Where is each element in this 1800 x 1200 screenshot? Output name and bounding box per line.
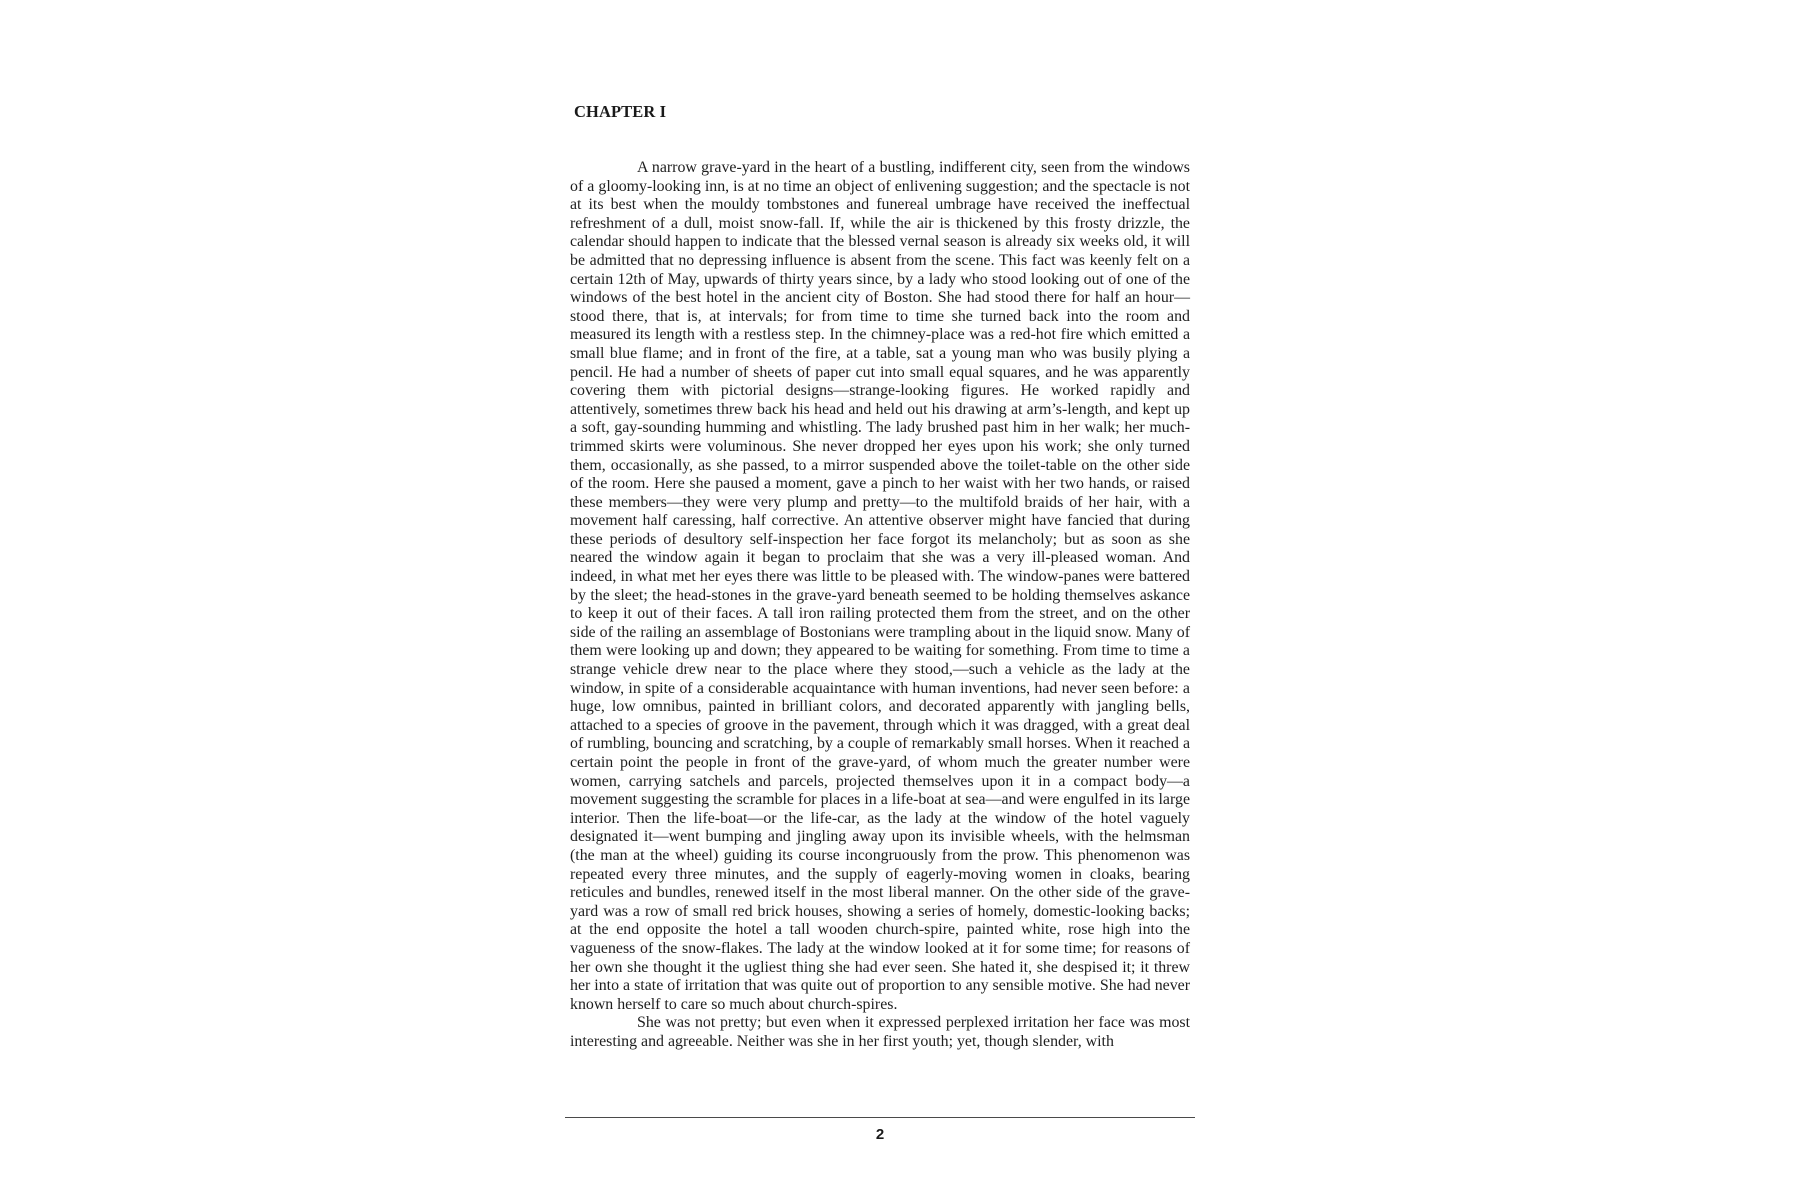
paragraph-2: She was not pretty; but even when it expressed perplexed irritation her face was most interesting and agreeable. Neither was she in her first youth; yet, though slender, with <box>570 1014 1190 1050</box>
chapter-heading: CHAPTER I <box>574 102 667 121</box>
page-number: 2 <box>875 1126 885 1143</box>
footer-divider <box>565 1117 1195 1118</box>
document-page <box>560 96 1200 1146</box>
paragraph-1: A narrow grave-yard in the heart of a bustling, indifferent city, seen from the windows of a gloomy-looking inn, is at no time an object of enlivening suggestion; and the spectacle is not at its best when the mouldy tombstones and funereal umbrage have received the ineffectual refreshment of a dull, moist snow-fall. If, while the air is thickened by this frosty drizzle, the calendar should happen to indicate that the blessed vernal season is already six weeks old, it will be admitted that no depressing influence is absent from the scene. This fact was keenly felt on a certain 12th of May, upwards of thirty years since, by a lady who stood looking out of one of the windows of the best hotel in the ancient city of Boston. She had stood there for half an hour—stood there, that is, at intervals; for from time to time she turned back into the room and measured its length with a restless step. In the chimney-place was a red-hot fire which emitted a small blue flame; and in front of the fire, at a table, sat a young man who was busily plying a pencil. He had a number of sheets of paper cut into small equal squares, and he was apparently covering them with pictorial designs—strange-looking figures. He worked rapidly and attentively, sometimes threw back his head and held out his drawing at arm’s-length, and kept up a soft, gay-sounding humming and whistling. The lady brushed past him in her walk; her much-trimmed skirts were voluminous. She never dropped her eyes upon his work; she only turned them, occasionally, as she passed, to a mirror suspended above the toilet-table on the other side of the room. Here she paused a moment, gave a pinch to her waist with her two hands, or raised these members—they were very plump and pretty—to the multifold braids of her hair, with a movement half caressing, half corrective. An attentive observer might have fancied that during these periods of desultory self-inspection her face forgot its melancholy; but as soon as she neared the window again it began to proclaim that she was a very ill-pleased woman. And indeed, in what met her eyes there was little to be pleased with. The window-panes were battered by the sleet; the head-stones in the grave-yard beneath seemed to be holding themselves askance to keep it out of their faces. A tall iron railing protected them from the street, and on the other side of the railing an assemblage of Bostonians were trampling about in the liquid snow. Many of them were looking up and down; they appeared to be waiting for something. From time to time a strange vehicle drew near to the place where they stood,—such a vehicle as the lady at the window, in spite of a considerable acquaintance with human inventions, had never seen before: a huge, low omnibus, painted in brilliant colors, and decorated apparently with jangling bells, attached to a species of groove in the pavement, through which it was dragged, with a great deal of rumbling, bouncing and scratching, by a couple of remarkably small horses. When it reached a certain point the people in front of the grave-yard, of whom much the greater number were women, carrying satchels and parcels, projected themselves upon it in a compact body—a movement suggesting the scramble for places in a life-boat at sea—and were engulfed in its large interior. Then the life-boat—or the life-car, as the lady at the window of the hotel vaguely designated it—went bumping and jingling away upon its invisible wheels, with the helmsman (the man at the wheel) guiding its course incongruously from the prow. This phenomenon was repeated every three minutes, and the supply of eagerly-moving women in cloaks, bearing reticules and bundles, renewed itself in the most liberal manner. On the other side of the grave-yard was a row of small red brick houses, showing a series of homely, domestic-looking backs; at the end opposite the hotel a tall wooden church-spire, painted white, rose high into the vagueness of the snow-flakes. The lady at the window looked at it for some time; for reasons of her own she thought it the ugliest thing she had ever seen. She hated it, she despised it; it threw her into a state of irritation that was quite out of proportion to any sensible motive. She had never known herself to care so much about church-spires. <box>570 159 1190 1013</box>
chapter-body <box>570 159 1190 1052</box>
